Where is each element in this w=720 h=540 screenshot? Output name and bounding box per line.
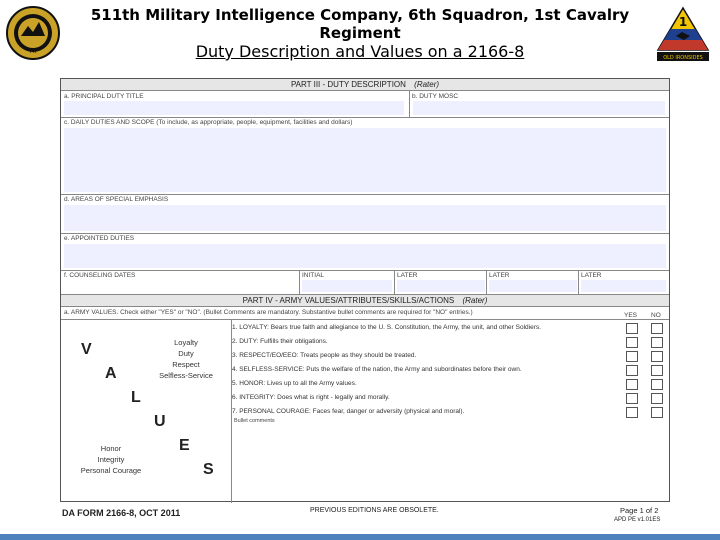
armored-patch-icon [654, 6, 712, 62]
letter-e: E [179, 437, 190, 454]
counseling-later2-field[interactable] [489, 280, 577, 292]
letter-l: L [131, 389, 141, 406]
no-header: NO [651, 312, 661, 319]
value-honor: Honor [100, 444, 122, 453]
values-panel [61, 319, 232, 503]
letter-v: V [81, 341, 92, 358]
selfless-service-yes-checkbox[interactable] [626, 365, 638, 376]
special-emphasis-label: d. AREAS OF SPECIAL EMPHASIS [64, 196, 169, 203]
apd-version: APD PE v1.01ES [614, 517, 661, 523]
principal-duty-title-field[interactable] [64, 101, 404, 115]
value-row-5: 5. HONOR: Lives up to all the Army values. [232, 380, 357, 387]
value-row-6: 6. INTEGRITY: Does what is right - legally and morally. [232, 394, 390, 401]
duty-mosc-field[interactable] [413, 101, 665, 115]
values-list-bottom [71, 443, 151, 476]
page-number: Page 1 of 2 [620, 506, 659, 515]
yes-header: YES [624, 312, 638, 319]
counseling-later3-label: LATER [581, 272, 602, 279]
value-row-7: 7. PERSONAL COURAGE: Faces fear, danger or adversity (physical and moral). [232, 408, 465, 415]
form-id: DA FORM 2166-8, OCT 2011 [62, 508, 181, 518]
seal-text: MI [29, 48, 37, 55]
personal-courage-no-checkbox[interactable] [651, 407, 663, 418]
bullet-comments-label: Bullet comments [234, 418, 275, 424]
duty-no-checkbox[interactable] [651, 337, 663, 348]
honor-no-checkbox[interactable] [651, 379, 663, 390]
counseling-later1-label: LATER [397, 272, 418, 279]
values-list-top [151, 337, 221, 381]
old-ironsides-patch [654, 6, 712, 62]
counseling-initial-field[interactable] [302, 280, 392, 292]
value-loyalty: Loyalty [174, 338, 198, 347]
daily-duties-field[interactable] [64, 128, 666, 192]
integrity-no-checkbox[interactable] [651, 393, 663, 404]
page-title: 511th Military Intelligence Company, 6th Squadron, 1st Cavalry Regiment [90, 6, 630, 42]
mi-company-seal [6, 6, 60, 60]
patch-number: 1 [678, 15, 688, 29]
value-row-4: 4. SELFLESS-SERVICE: Puts the welfare of the nation, the Army and subordinates before their own. [232, 366, 522, 373]
counseling-later2-label: LATER [489, 272, 510, 279]
integrity-yes-checkbox[interactable] [626, 393, 638, 404]
value-selfless-service: Selfless-Service [159, 371, 213, 380]
army-values-instructions: a. ARMY VALUES. Check either "YES" or "NO". (Bullet Comments are mandatory. Substantive bullet comments are required for "NO" entries.) [64, 309, 473, 316]
value-row-1: 1. LOYALTY: Bears true faith and allegiance to the U. S. Constitution, the Army, the unit, and other Soldiers. [232, 324, 541, 331]
respect-no-checkbox[interactable] [651, 351, 663, 362]
patch-caption: OLD IRONSIDES [663, 55, 703, 61]
letter-a: A [105, 365, 117, 382]
seal-icon [6, 6, 60, 60]
appointed-duties-label: e. APPOINTED DUTIES [64, 235, 135, 242]
part3-title: PART III - DUTY DESCRIPTION [290, 80, 406, 89]
previous-editions: PREVIOUS EDITIONS ARE OBSOLETE. [310, 507, 439, 514]
respect-yes-checkbox[interactable] [626, 351, 638, 362]
selfless-service-no-checkbox[interactable] [651, 365, 663, 376]
letter-u: U [154, 413, 166, 430]
loyalty-yes-checkbox[interactable] [626, 323, 638, 334]
value-integrity: Integrity [97, 455, 125, 464]
part3-rater: (Rater) [414, 80, 440, 89]
duty-yes-checkbox[interactable] [626, 337, 638, 348]
principal-duty-title-label: a. PRINCIPAL DUTY TITLE [64, 93, 144, 100]
counseling-later1-field[interactable] [397, 280, 485, 292]
special-emphasis-field[interactable] [64, 205, 666, 231]
counseling-initial-label: INITIAL [302, 272, 325, 279]
honor-yes-checkbox[interactable] [626, 379, 638, 390]
bullet-comments-field[interactable] [233, 425, 667, 501]
value-row-3: 3. RESPECT/EO/EEO: Treats people as they should be treated. [232, 352, 417, 359]
part4-header [61, 294, 669, 307]
da-form-2166-8 [60, 78, 670, 502]
counseling-later3-field[interactable] [581, 280, 666, 292]
counseling-dates-label: f. COUNSELING DATES [64, 272, 136, 279]
part4-title: PART IV - ARMY VALUES/ATTRIBUTES/SKILLS/ACTIONS [242, 296, 455, 305]
value-personal-courage: Personal Courage [80, 466, 142, 475]
page-subtitle: Duty Description and Values on a 2166-8 [195, 42, 525, 61]
letter-s: S [203, 461, 214, 478]
personal-courage-yes-checkbox[interactable] [626, 407, 638, 418]
value-duty: Duty [178, 349, 194, 358]
value-row-2: 2. DUTY: Fulfills their obligations. [232, 338, 328, 345]
loyalty-no-checkbox[interactable] [651, 323, 663, 334]
duty-mosc-label: b. DUTY MOSC [412, 93, 459, 100]
part3-header [61, 79, 669, 91]
bottom-accent-bar [0, 534, 720, 540]
value-respect: Respect [172, 360, 200, 369]
appointed-duties-field[interactable] [64, 244, 666, 268]
daily-duties-label: c. DAILY DUTIES AND SCOPE (To include, as appropriate, people, equipment, facilities and dollars) [64, 119, 353, 126]
part4-rater: (Rater) [462, 296, 488, 305]
